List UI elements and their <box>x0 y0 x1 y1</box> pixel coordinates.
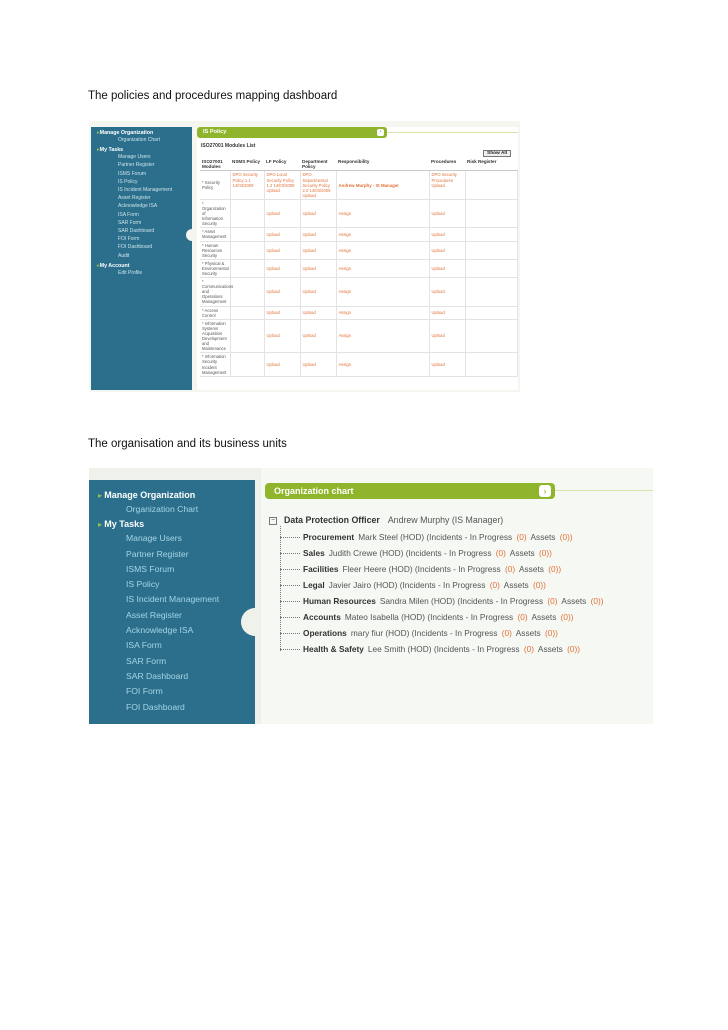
sidebar-collapse-tab[interactable] <box>186 229 194 241</box>
assets-label: Assets <box>503 580 529 590</box>
table-row <box>200 319 517 353</box>
expand-icon[interactable]: › <box>539 485 551 497</box>
table-row <box>200 278 517 306</box>
module-cell: * Communications and Operations Management <box>202 279 234 305</box>
sidebar-item-is-incident-management[interactable]: IS Incident Management <box>118 187 173 194</box>
sidebar-item-isms-forum[interactable]: ISMS Forum <box>118 170 147 177</box>
risk-cell <box>465 228 517 241</box>
incidents-count[interactable]: (0) <box>489 580 500 590</box>
incidents-label: (Incidents - In Progress <box>399 580 486 590</box>
tree-branch <box>280 569 300 570</box>
column-header-iso27001-modules: ISO27001 Modules <box>200 158 230 171</box>
table-header-row <box>200 158 517 171</box>
sidebar-item-partner-register[interactable]: Partner Register <box>126 548 189 559</box>
tree-branch <box>280 553 300 554</box>
sidebar-item-partner-register[interactable]: Partner Register <box>118 162 155 169</box>
table-row <box>200 228 517 241</box>
panel-title-bar <box>197 127 387 138</box>
assets-label: Assets <box>561 596 587 606</box>
assign-link[interactable]: Assign <box>336 199 429 227</box>
unit-head: Sandra Milen (HOD) <box>379 596 456 606</box>
incidents-label: (Incidents - In Progress <box>433 644 520 654</box>
table-row <box>200 171 517 199</box>
sidebar-my-tasks[interactable]: ▸ My Tasks <box>91 147 192 153</box>
assign-link[interactable]: Assign <box>336 259 429 277</box>
risk-cell <box>465 319 517 353</box>
incidents-label: (Incidents - In Progress <box>457 596 544 606</box>
sidebar <box>91 127 192 390</box>
dept-upload-link[interactable]: Upload <box>300 241 336 259</box>
risk-cell <box>465 353 517 376</box>
dept-upload-link[interactable]: Upload <box>300 353 336 376</box>
table-row <box>200 199 517 227</box>
procedures-upload-link[interactable]: Upload <box>429 278 465 306</box>
procedures-upload-link[interactable]: Upload <box>429 353 465 376</box>
responsibility-cell[interactable]: Andrew Murphy - IS Manager <box>336 171 429 199</box>
unit-head: Fleer Heere (HOD) <box>342 564 413 574</box>
nsms-cell[interactable]: DPO Security Policy 1.1 14/03/2009 <box>230 171 264 199</box>
incidents-count[interactable]: (0) <box>547 596 558 606</box>
org-chart-panel <box>261 468 653 724</box>
policy-table <box>200 158 518 377</box>
lf-upload-link[interactable]: Upload <box>264 278 300 306</box>
assign-link[interactable]: Assign <box>336 241 429 259</box>
risk-cell <box>465 241 517 259</box>
column-header-responsibility: Responsibility <box>336 158 429 171</box>
org-unit-operations[interactable] <box>280 628 560 638</box>
incidents-count[interactable]: (0) <box>523 644 535 654</box>
tree-branch <box>280 585 300 586</box>
expand-icon[interactable]: › <box>377 129 384 136</box>
sidebar-manage-organization[interactable]: ▸ Manage Organization <box>89 490 255 500</box>
org-unit-sales[interactable] <box>280 548 554 558</box>
sidebar-my-tasks[interactable]: ▸ My Tasks <box>89 519 255 529</box>
incidents-count[interactable]: (0) <box>505 564 516 574</box>
org-unit-accounts[interactable] <box>280 612 576 622</box>
procedures-upload-link[interactable]: Upload <box>429 199 465 227</box>
panel-title: IS Policy <box>203 129 227 135</box>
nsms-cell <box>230 241 264 259</box>
assign-link[interactable]: Assign <box>336 319 429 353</box>
org-root-node[interactable] <box>269 515 503 525</box>
sidebar-item-is-policy[interactable]: IS Policy <box>126 579 160 590</box>
unit-head: mary fiur (HOD) <box>350 628 410 638</box>
incidents-count[interactable]: (0) <box>501 628 512 638</box>
sidebar-item-foi-dashboard[interactable]: FOI Dashboard <box>118 244 153 251</box>
org-unit-legal[interactable] <box>280 580 548 590</box>
unit-name[interactable]: Facilities <box>303 564 339 574</box>
sidebar-item-sar-form[interactable]: SAR Form <box>118 219 142 226</box>
sidebar-item-isa-form[interactable]: ISA Form <box>118 211 139 218</box>
module-cell: * Organization of Information Security <box>200 199 230 227</box>
tree-branch <box>280 649 300 650</box>
assign-link[interactable]: Assign <box>336 278 429 306</box>
panel-title: Organization chart <box>274 486 354 496</box>
sidebar-my-account[interactable]: ▸ My Account <box>91 263 192 269</box>
tree-branch <box>280 633 300 634</box>
assets-label: Assets <box>537 644 563 654</box>
incidents-label: (Incidents - In Progress <box>427 612 514 622</box>
incidents-count[interactable]: (0) <box>516 532 527 542</box>
table-row <box>200 241 517 259</box>
dept-upload-link[interactable]: Upload <box>300 319 336 353</box>
sidebar-item-asset-register[interactable]: Asset Register <box>118 195 151 202</box>
nsms-cell <box>230 306 264 319</box>
sidebar-item-manage-users[interactable]: Manage Users <box>126 533 182 544</box>
dept-upload-link[interactable]: Upload <box>300 259 336 277</box>
incidents-count[interactable]: (0) <box>517 612 528 622</box>
nsms-cell <box>230 353 264 376</box>
unit-head: Javier Jairo (HOD) <box>328 580 398 590</box>
sidebar-item-foi-dashboard[interactable]: FOI Dashboard <box>126 701 185 712</box>
risk-cell <box>465 278 517 306</box>
tree-branch <box>280 617 300 618</box>
panel-title-bar <box>265 483 555 499</box>
assign-link[interactable]: Assign <box>336 306 429 319</box>
procedures-upload-link[interactable]: Upload <box>429 241 465 259</box>
tree-branch <box>280 537 300 538</box>
sidebar-item-is-policy[interactable]: IS Policy <box>118 178 138 185</box>
unit-name[interactable]: Operations <box>303 628 347 638</box>
procedures-upload-link[interactable]: Upload <box>429 306 465 319</box>
unit-head: Judith Crewe (HOD) <box>328 548 404 558</box>
column-header-nsms-policy: NSMS Policy <box>230 158 264 171</box>
assets-label: Assets <box>519 564 544 574</box>
module-cell: * Access Control <box>200 306 230 319</box>
sidebar-item-organization-chart[interactable]: Organization Chart <box>126 504 199 514</box>
sidebar-item-foi-form[interactable]: FOI Form <box>126 686 163 697</box>
lf-upload-link[interactable]: Upload <box>264 306 300 319</box>
unit-name[interactable]: Health & Safety <box>303 644 364 654</box>
sidebar-item-sar-form[interactable]: SAR Form <box>126 655 167 666</box>
assign-link[interactable]: Assign <box>336 228 429 241</box>
sidebar-item-sar-dashboard[interactable]: SAR Dashboard <box>118 228 155 235</box>
table-row <box>200 353 517 376</box>
column-header-risk-register: Risk Register <box>465 158 517 171</box>
sidebar-item-sar-dashboard[interactable]: SAR Dashboard <box>126 670 189 681</box>
dept-cell[interactable]: DPO Departmental Security Policy 2.0 14/03/2009 Upload <box>300 171 336 199</box>
unit-name[interactable]: Accounts <box>303 612 341 622</box>
table-row <box>200 259 517 277</box>
table-row <box>200 306 517 319</box>
unit-name[interactable]: Legal <box>303 580 325 590</box>
risk-cell <box>465 306 517 319</box>
sidebar-item-audit[interactable]: Audit <box>118 252 130 259</box>
unit-name[interactable]: Procurement <box>303 532 355 542</box>
column-header-lf-policy: LF Policy <box>264 158 300 171</box>
assets-label: Assets <box>530 532 556 542</box>
sidebar-item-foi-form[interactable]: FOI Form <box>118 236 140 243</box>
caption-organisation: The organisation and its business units <box>88 438 287 450</box>
module-cell: * Information Security Incident Management <box>200 353 230 376</box>
tree-branch <box>280 601 300 602</box>
incidents-label: (Incidents - In Progress <box>426 532 513 542</box>
assets-count[interactable]: (0)) <box>590 596 604 606</box>
unit-name[interactable]: Sales <box>303 548 325 558</box>
sidebar-item-isa-form[interactable]: ISA Form <box>126 640 162 651</box>
divider <box>555 490 653 491</box>
column-header-procedures: Procedures <box>429 158 465 171</box>
nsms-cell <box>230 199 264 227</box>
risk-cell <box>465 259 517 277</box>
assets-count[interactable]: (0)) <box>539 548 552 558</box>
nsms-cell <box>230 319 264 353</box>
dept-upload-link[interactable]: Upload <box>300 228 336 241</box>
incidents-label: (Incidents - In Progress <box>405 548 492 558</box>
lf-upload-link[interactable]: Upload <box>264 319 300 353</box>
sidebar-item-manage-users[interactable]: Manage Users <box>118 154 151 161</box>
column-header-department-policy: Department Policy <box>300 158 336 171</box>
org-chart-screenshot <box>89 468 653 724</box>
nsms-cell <box>230 228 264 241</box>
sidebar-item-acknowledge-isa[interactable]: Acknowledge ISA <box>126 625 194 636</box>
unit-name[interactable]: Human Resources <box>303 596 376 606</box>
procedures-upload-link[interactable]: Upload <box>429 319 465 353</box>
sidebar-item-edit-profile[interactable]: Edit Profile <box>118 269 143 276</box>
procedures-upload-link[interactable]: Upload <box>429 228 465 241</box>
unit-head: Mark Steel (HOD) <box>358 532 425 542</box>
nsms-cell <box>230 259 264 277</box>
module-cell: * Physical & Environmental Security <box>202 260 229 276</box>
module-cell: * Asset Management <box>200 228 230 241</box>
divider <box>387 132 518 133</box>
assets-count[interactable]: (0)) <box>533 580 546 590</box>
show-all-button[interactable]: Show All <box>483 150 511 157</box>
lf-cell[interactable]: DPO Local Security Policy 1.2 14/03/2009 Upload <box>264 171 300 199</box>
sidebar-item-is-incident-management[interactable]: IS Incident Management <box>126 594 220 605</box>
sidebar-item-acknowledge-isa[interactable]: Acknowledge ISA <box>118 203 158 210</box>
procedures-cell[interactable]: DPO Security Procedures Upload <box>429 171 465 199</box>
module-cell: * Information Systems Acquisition Development and Maintenance <box>200 319 230 353</box>
risk-cell <box>465 199 517 227</box>
assets-count[interactable]: (0)) <box>544 628 558 638</box>
dept-upload-link[interactable]: Upload <box>300 278 336 306</box>
dept-upload-link[interactable]: Upload <box>300 306 336 319</box>
lf-upload-link[interactable]: Upload <box>264 259 300 277</box>
lf-upload-link[interactable]: Upload <box>264 228 300 241</box>
incidents-label: (Incidents - In Progress <box>411 628 498 638</box>
org-unit-health-and-safety[interactable] <box>280 644 582 654</box>
assign-link[interactable]: Assign <box>336 353 429 376</box>
assets-label: Assets <box>531 612 557 622</box>
risk-cell <box>465 171 517 199</box>
module-cell: * Human Resources Security <box>200 241 230 259</box>
sidebar-manage-organization[interactable]: ▸ Manage Organization <box>91 130 192 136</box>
unit-head: Lee Smith (HOD) <box>367 644 432 654</box>
policy-panel <box>197 127 518 390</box>
root-manager: Andrew Murphy (IS Manager) <box>387 515 504 525</box>
sidebar-item-isms-forum[interactable]: ISMS Forum <box>126 563 175 574</box>
assets-count[interactable]: (0)) <box>560 612 574 622</box>
policy-dashboard-screenshot <box>89 121 520 392</box>
assets-label: Assets <box>515 628 541 638</box>
lf-upload-link[interactable]: Upload <box>264 241 300 259</box>
collapse-icon[interactable]: − <box>270 516 276 524</box>
caption-policies-dashboard: The policies and procedures mapping dashboard <box>88 90 338 102</box>
assets-count[interactable]: (0)) <box>548 564 562 574</box>
assets-label: Assets <box>509 548 535 558</box>
sidebar-item-organization-chart[interactable]: Organization Chart <box>118 137 160 143</box>
procedures-upload-link[interactable]: Upload <box>429 259 465 277</box>
sidebar <box>89 480 255 724</box>
nsms-cell <box>230 278 264 306</box>
lf-upload-link[interactable]: Upload <box>264 353 300 376</box>
module-cell: * Security Policy <box>200 171 230 199</box>
assets-count[interactable]: (0)) <box>559 532 573 542</box>
unit-head: Mateo Isabella (HOD) <box>344 612 426 622</box>
org-unit-facilities[interactable] <box>280 564 563 574</box>
root-title: Data Protection Officer <box>284 515 380 525</box>
modules-list-title: ISO27001 Modules List <box>201 143 256 149</box>
assets-count[interactable]: (0)) <box>567 644 581 654</box>
org-unit-human-resources[interactable] <box>280 596 606 606</box>
lf-upload-link[interactable]: Upload <box>264 199 300 227</box>
sidebar-item-asset-register[interactable]: Asset Register <box>126 609 182 620</box>
incidents-label: (Incidents - In Progress <box>414 564 501 574</box>
incidents-count[interactable]: (0) <box>495 548 506 558</box>
dept-upload-link[interactable]: Upload <box>300 199 336 227</box>
org-unit-procurement[interactable] <box>280 532 575 542</box>
